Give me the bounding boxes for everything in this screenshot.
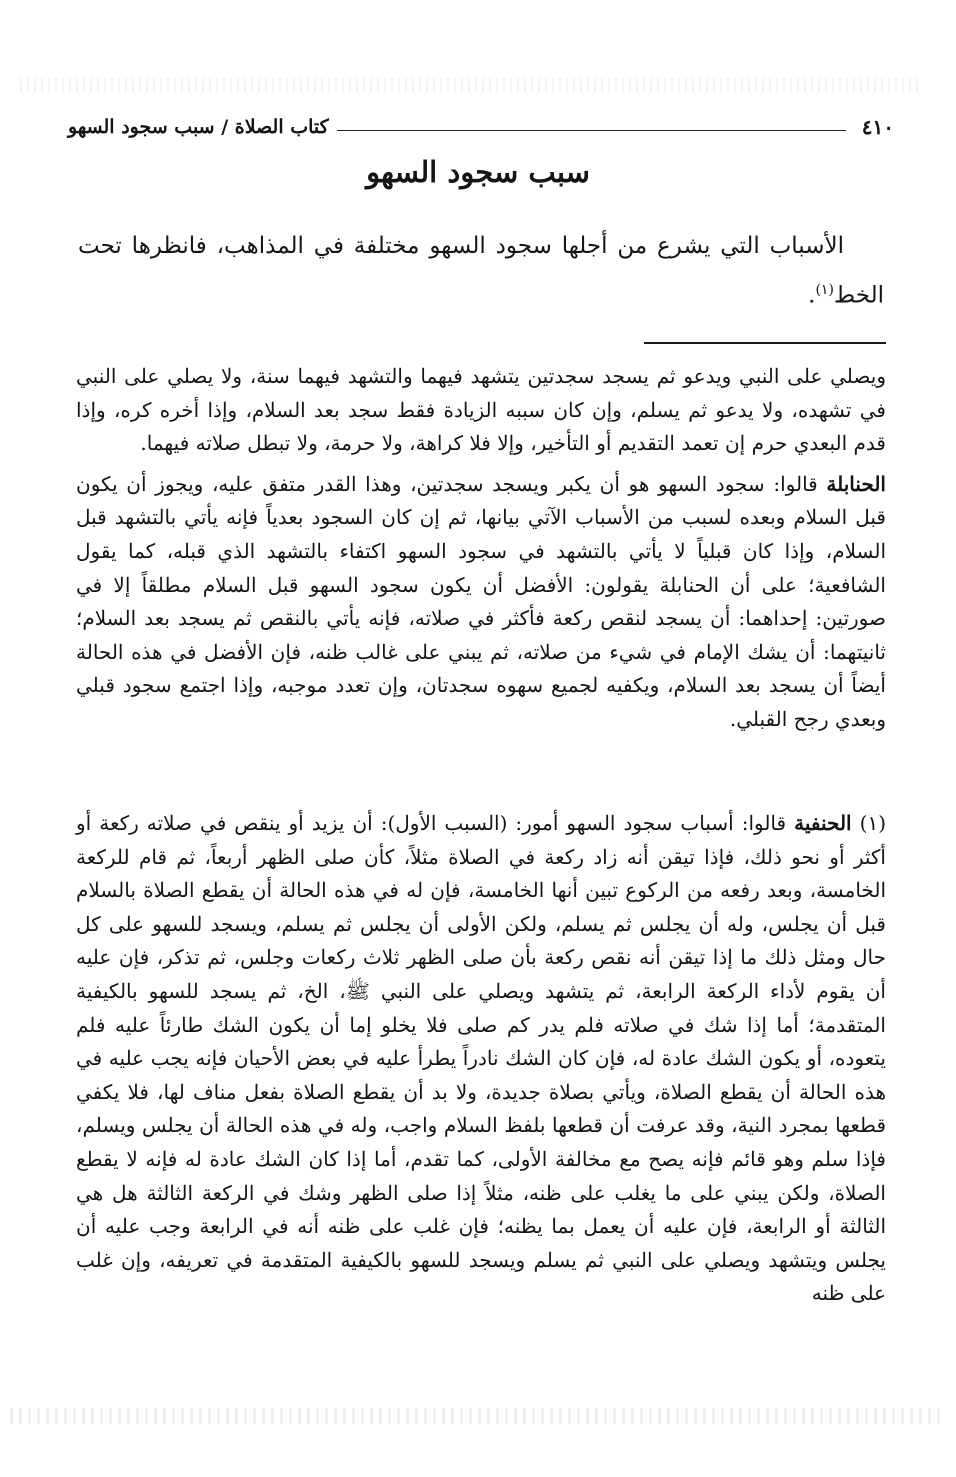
intro-paragraph bbox=[78, 224, 884, 318]
running-title: كتاب الصلاة / سبب سجود السهو bbox=[68, 116, 329, 138]
page-number: ٤١٠ bbox=[861, 115, 894, 139]
intro-text: الأسباب التي يشرع من أجلها سجود السهو مختلفة في المذاهب، فانظرها تحت الخط bbox=[78, 233, 884, 309]
separator-rule bbox=[644, 342, 886, 344]
header-rule bbox=[337, 130, 846, 131]
section-title: سبب سجود السهو bbox=[366, 155, 590, 189]
footnote-reference[interactable]: (١) bbox=[815, 282, 834, 298]
footnote-marker: (١) bbox=[859, 811, 887, 835]
page-header bbox=[68, 113, 894, 141]
paragraph-hanabila-text: قالوا: سجود السهو هو أن يكبر ويسجد سجدتين، وهذا القدر متفق عليه، ويجوز أن يكون قبل السلام وبعده لسبب من الأسباب الآتي بيانها، ثم إن كان السجود بعدياً فإنه يأتي بالتشهد قبل السلام، وإذا كان قبلياً لا يأتي بالتشهد في سجود السهو اكتفاء بالتشهد الذي قبله، كما يقول الشافعية؛ على أن الحنابلة يقولون: الأفضل أن يكون سجود السهو قبل السلام مطلقاً إلا في صورتين: إحداهما: أن يسجد لنقص ركعة فأكثر في صلاته، فإنه يأتي بالنقص ثم يسجد بعد السلام؛ ثانيتهما: أن يشك الإمام في شيء من صلاته، ثم يبني على غالب ظنه، فإن الأفضل في هذه الحالة أيضاً أن يسجد بعد السلام، ويكفيه لجميع سهوه سجدتان، وإن تعدد موجبه، وإذا اجتمع سجود قبلي وبعدي رجح القبلي. bbox=[76, 471, 886, 731]
madhab-keyword-hanabila: الحنابلة bbox=[826, 471, 886, 496]
scan-noise-top bbox=[20, 78, 920, 92]
madhab-keyword-hanafiyya: الحنفية bbox=[794, 811, 852, 835]
footnote-text: قالوا: أسباب سجود السهو أمور: (السبب الأول): أن يزيد أو ينقص في صلاته ركعة أو أكثر أو نحو ذلك، فإذا تيقن أنه زاد ركعة في الصلاة مثلاً، كأن صلى الظهر أربعاً، ثم قام للركعة الخامسة، وبعد رفعه من الركوع تبين أنها الخامسة، فإن له في هذه الحالة أن يقطع الصلاة بالسلام قبل أن يجلس، وله أن يجلس ثم يسلم، ولكن الأولى أن يجلس ثم يسلم، ويسجد للسهو على كل حال ومثل ذلك ما إذا تيقن أنه نقص ركعة بأن صلى الظهر ثلاث ركعات وجلس، ثم تذكر، فإن عليه أن يقوم لأداء الركعة الرابعة، ثم يتشهد ويصلي على النبي ﷺ، الخ، ثم يسجد للسهو بالكيفية المتقدمة؛ أما إذا شك في صلاته فلم يدر كم صلى فلا يخلو إما أن يكون الشك طارئاً عليه فلم يتعوده، أو يكون الشك عادة له، فإن كان الشك نادراً يطرأ عليه في بعض الأحيان فإنه يجب عليه في هذه الحالة أن يقطع الصلاة، ويأتي بصلاة جديدة، ولا بد أن يقطع الصلاة بفعل مناف لها، فلا يكفي قطعها بمجرد النية، وقد عرفت أن قطعها بلفظ السلام واجب، وله في هذه الحالة أن يجلس ويسلم، فإذا سلم وهو قائم فإنه يصح مع مخالفة الأولى، كما تقدم، أما إذا كان الشك عادة له فإنه لا يقطع الصلاة، ولكن يبني على ما يغلب على ظنه، مثلاً إذا صلى الظهر وشك في الركعة الثالثة هل هي الثالثة أو الرابعة، فإن عليه أن يعمل بما يظنه؛ فإن غلب على ظنه أنه في الرابعة وجب عليه أن يجلس ويتشهد ويصلي على النبي ثم يسلم ويسجد للسهو بالكيفية المتقدمة في تعريفه، وإن غلب على ظنه bbox=[76, 811, 886, 1306]
main-text bbox=[76, 360, 886, 737]
scan-noise-bottom bbox=[10, 1408, 940, 1424]
intro-end: . bbox=[808, 282, 816, 309]
paragraph-continued: ويصلي على النبي ويدعو ثم يسجد سجدتين يتشهد فيهما والتشهد فيهما سنة، ولا يصلي على النبي في تشهده، ولا يدعو ثم يسلم، وإن كان سببه الزيادة فقط سجد بعد السلام، وإذا أخره كره، وإذا قدم البعدي حرم إن تعمد التقديم أو التأخير، وإلا فلا كراهة، ولا حرمة، ولا تبطل صلاته فيهما. bbox=[76, 364, 886, 456]
footnote bbox=[76, 807, 886, 1311]
paragraph-hanabila bbox=[76, 468, 886, 737]
